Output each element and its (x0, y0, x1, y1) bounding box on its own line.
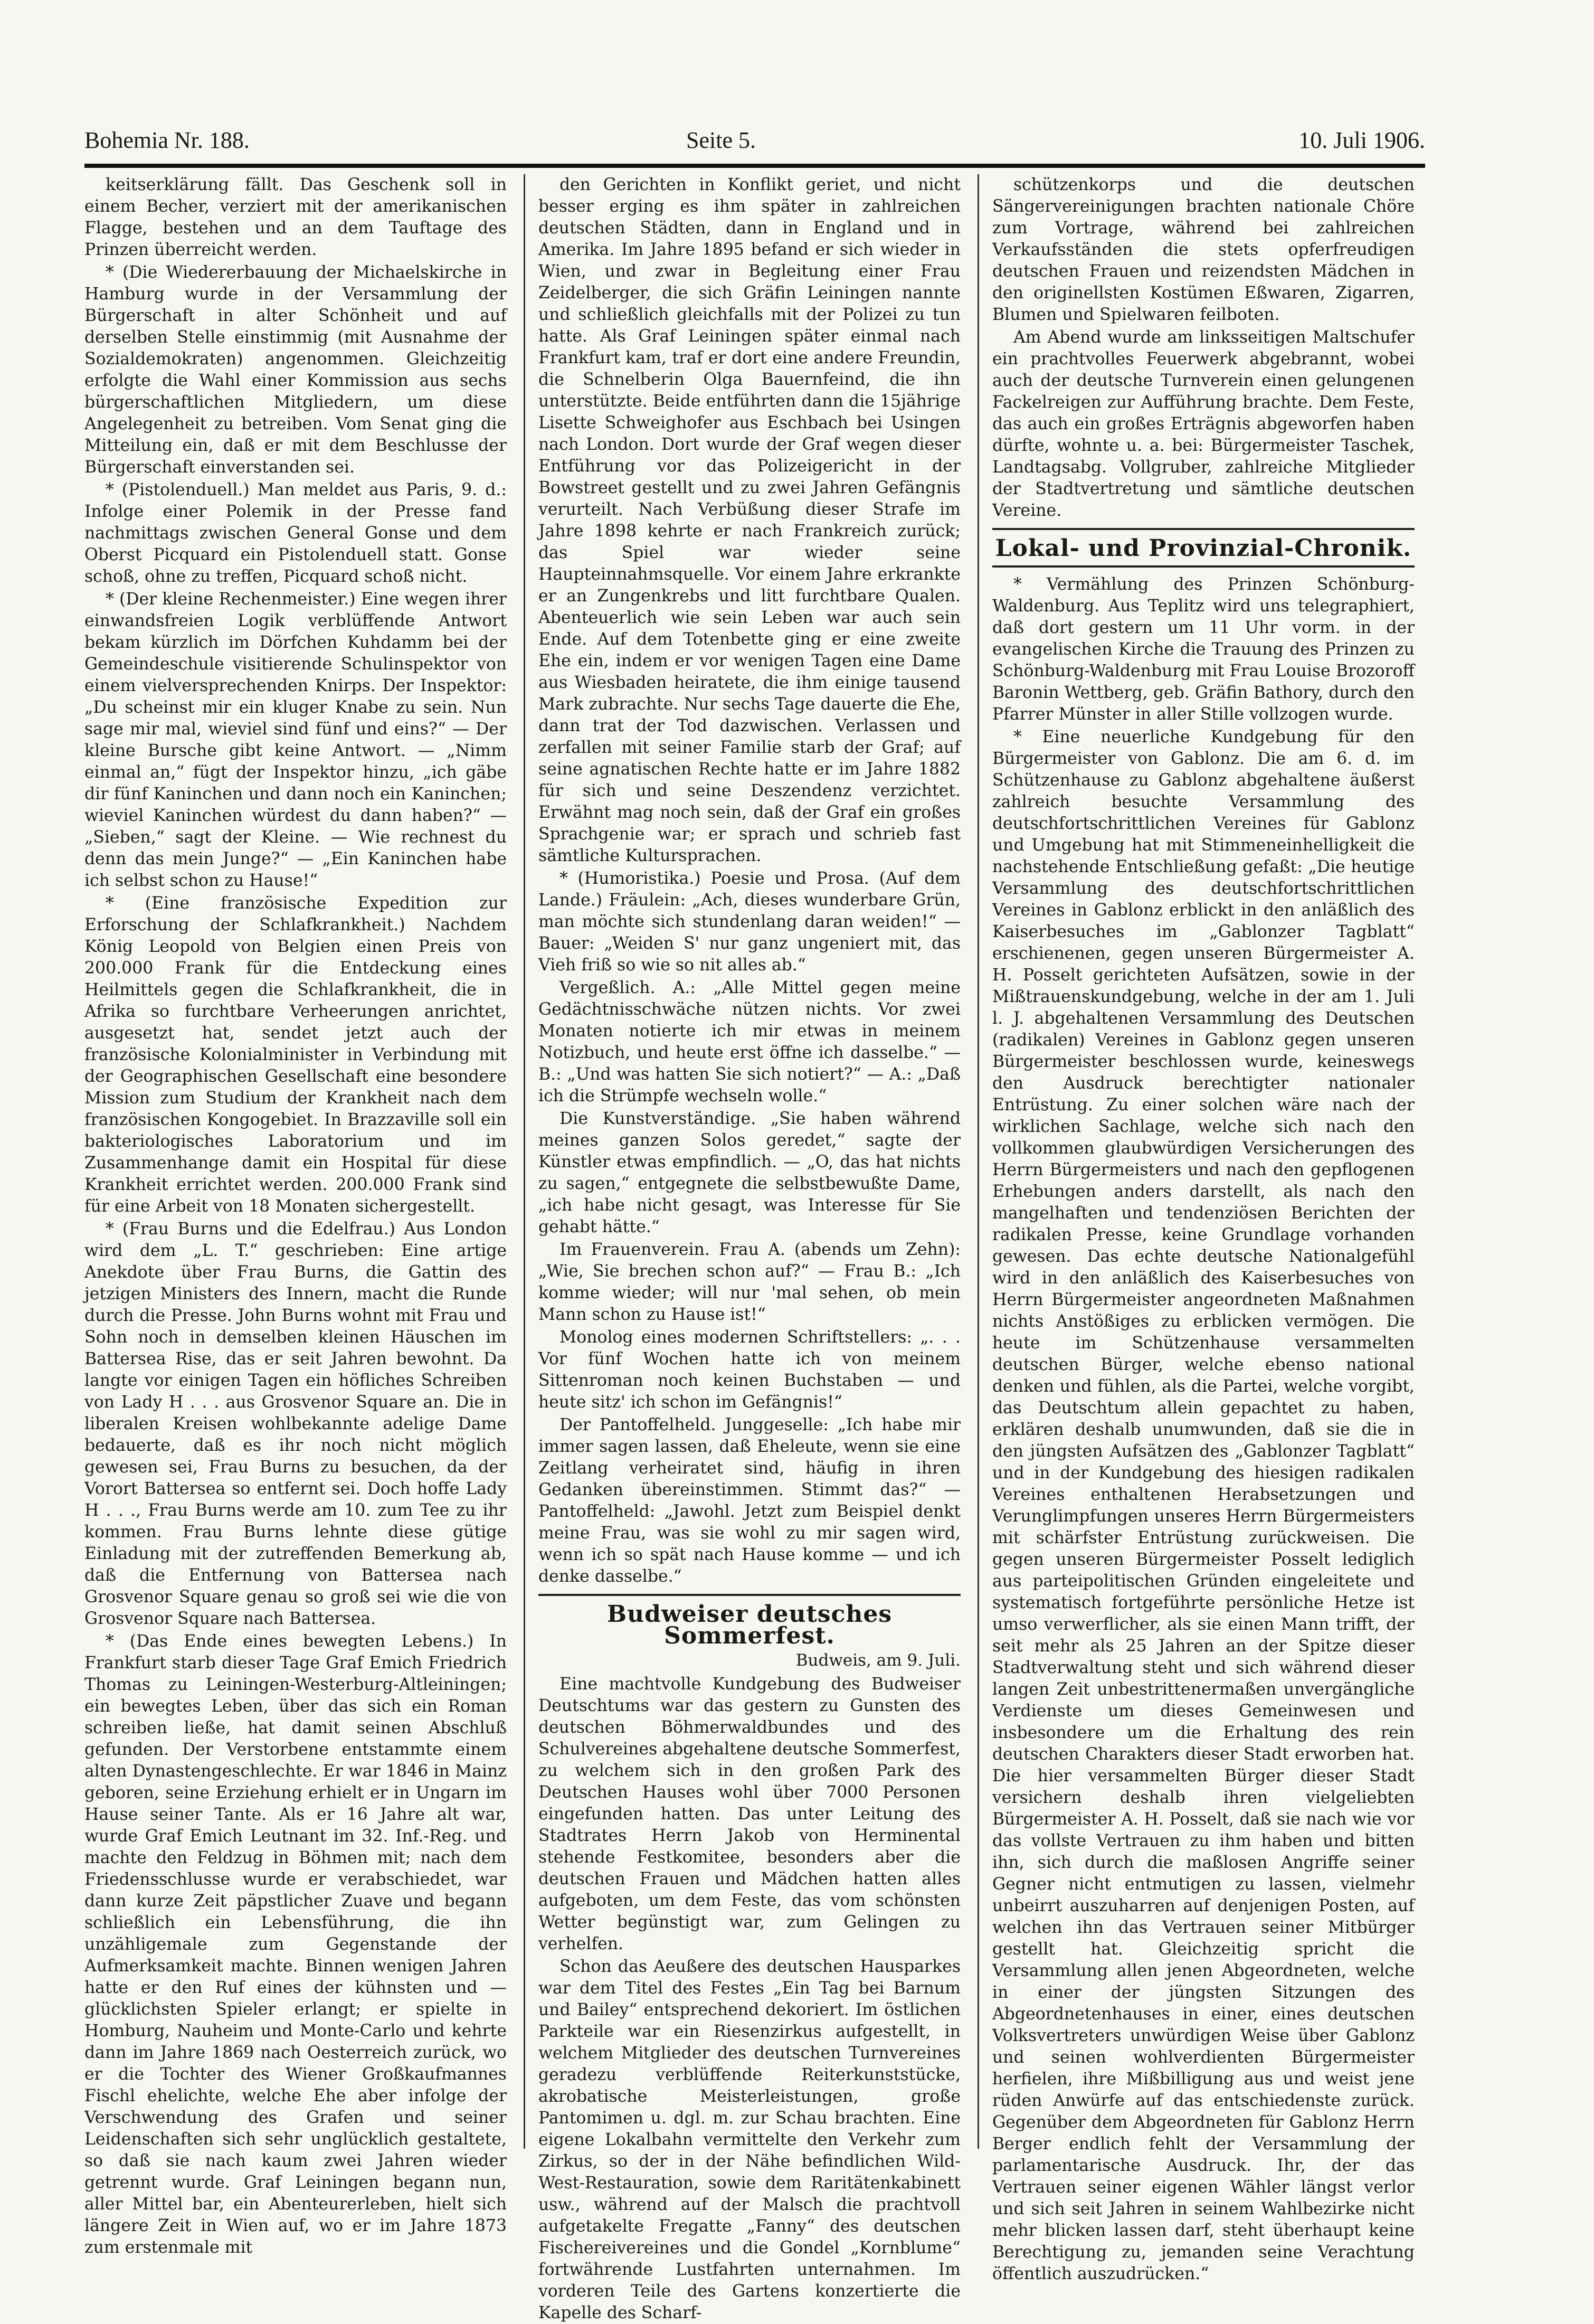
article-paragraph: * (Humoristika.) Poesie und Prosa. (Auf dem Lande.) Fräulein: „Ach, dieses wunderbare Grün, man möchte sich stundenlang daran weiden!“ — Bauer: „Weiden S' nur ganz ungeniert mit, das Vieh friß so wie so nit alles ab.“ (538, 869, 961, 975)
article-paragraph: keitserklärung fällt. Das Geschenk soll in einem Becher, verziert mit der amerikanischen Flagge, bestehen und an dem Tauftage des Prinzen überreicht werden. (84, 175, 507, 259)
article-paragraph: Monolog eines modernen Schriftstellers: „. . . Vor fünf Wochen hatte ich von meinem Sittenroman noch keinen Buchstaben — und heute sitz' ich schon im Gefängnis!“ (538, 1328, 961, 1412)
article-paragraph: Am Abend wurde am linksseitigen Maltschufer ein prachtvolles Feuerwerk abgebrannt, wobei auch der deutsche Turnverein einen gelungenen Fackelreigen zur Aufführung brachte. Dem Feste, das auch ein großes Erträgnis abgeworfen haben dürfte, wohnte u. a. bei: Bürgermeister Taschek, Landtagsabg. Vollgruber, zahlreiche Mitglieder der Stadtvertretung und sämtliche deutschen Vereine. (992, 328, 1415, 520)
article-paragraph: * Vermählung des Prinzen Schönburg-Waldenburg. Aus Teplitz wird uns telegraphiert, daß dort gestern um 11 Uhr vorm. in der evangelischen Kirche die Trauung des Prinzen zu Schönburg-Waldenburg mit Frau Louise Brozoroff Baronin Wettberg, geb. Gräfin Bathory, durch den Pfarrer Münster in aller Stille vollzogen wurde. (992, 575, 1415, 724)
page-header (84, 116, 1425, 164)
article-paragraph: Der Pantoffelheld. Junggeselle: „Ich habe mir immer sagen lassen, daß Eheleute, wenn sie eine Zeitlang verheiratet sind, häufig in ihren Gedanken übereinstimmen. Stimmt das?“ — Pantoffelheld: „Jawohl. Jetzt zum Beispiel denkt meine Frau, was sie wohl zu mir sagen wird, wenn ich so spät nach Hause komme — und ich denke dasselbe.“ (538, 1415, 961, 1586)
column-2 (538, 174, 961, 2322)
column-divider (978, 174, 979, 2149)
article-paragraph: Im Frauenverein. Frau A. (abends um Zehn): „Wie, Sie brechen schon auf?“ — Frau B.: „Ich komme wieder; will nur 'mal sehen, ob mein Mann schon zu Hause ist!“ (538, 1240, 961, 1324)
section-heading: Budweiser deutsches Sommerfest. (606, 1601, 893, 1649)
article-paragraph: * Eine neuerliche Kundgebung für den Bürgermeister von Gablonz. Die am 6. d. im Schützenhause zu Gablonz abgehaltene äußerst zahlreich besuchte Versammlung des deutschfortschrittlichen Vereines für Gablonz und Umgebung hat mit Stimmeneinhelligkeit die nachstehende Entschließung gefaßt: „Die heutige Versammlung des deutschfortschrittlichen Vereines in Gablonz erblickt in den anläßlich des Kaiserbesuches im „Gablonzer Tagblatt“ erschienenen, gegen unseren Bürgermeister A. H. Posselt gerichteten Aufsätzen, sowie in der Mißtrauenskundgebung, welche in der am 1. Juli l. J. abgehaltenen Versammlung des Deutschen (radikalen) Vereines in Gablonz gegen unseren Bürgermeister beschlossen wurde, keineswegs den Ausdruck berechtigter nationaler Entrüstung. Zu einer solchen wäre nach der wirklichen Sachlage, welche sich nach den vollkommen glaubwürdigen Versicherungen des Herrn Bürgermeisters und nach den gepflogenen Erhebungen anders darstellt, als nach den mangelhaften und tendenziösen Berichten der radikalen Presse, keine Grundlage vorhanden gewesen. Das echte deutsche Nationalgefühl wird in den anläßlich des Kaiserbesuches von Herrn Bürgermeister angeordneten Maßnahmen nichts Anstößiges zu erblicken vermögen. Die heute im Schützenhause versammelten deutschen Bürger, welche ebenso national denken und fühlen, als die Partei, welche vorgibt, das Deutschtum allein gepachtet zu haben, erklären deshalb unumwunden, daß sie die in den jüngsten Aufsätzen des „Gablonzer Tagblatt“ und in der Kundgebung des hiesigen radikalen Vereines enthaltenen Herabsetzungen und Verunglimpfungen unseres Herrn Bürgermeisters mit schärfster Entrüstung zurückweisen. Die gegen unseren Bürgermeister Posselt lediglich aus parteipolitischen Gründen eingeleitete und systematisch fortgeführte persönliche Hetze ist umso verwerflicher, als sie einen Mann trifft, der seit mehr als 25 Jahren an der Spitze dieser Stadtverwaltung steht und sich während dieser langen Zeit unbestrittenermaßen unvergängliche Verdienste um dieses Gemeinwesen und insbesondere um die Erhaltung des rein deutschen Charakters dieser Stadt erworben hat. Die hier versammelten Bürger dieser Stadt versichern deshalb ihren vielgeliebten Bürgermeister A. H. Posselt, daß sie nach wie vor das vollste Vertrauen zu ihm haben und bitten ihn, sich durch die maßlosen Angriffe seiner Gegner nicht entmutigen zu lassen, vielmehr unbeirrt auszuharren auf denjenigen Posten, auf welchen ihn das Vertrauen seiner Mitbürger gestellt hat. Gleichzeitig spricht die Versammlung allen jenen Abgeordneten, welche in einer der jüngsten Sitzungen des Abgeordnetenhauses in einer, eines deutschen Volksvertreters unwürdigen Weise über Gablonz und seinen wohlverdienten Bürgermeister herfielen, ihre Mißbilligung aus und weist jene rüden Anwürfe auf das entschiedenste zurück. Gegenüber dem Abgeordneten für Gablonz Herrn Berger endlich fehlt der Versammlung der parlamentarische Ausdruck. Ihr, der das Vertrauen seiner eigenen Wähler längst verlor und sich seit Jahren in seinem Wahlbezirke nicht mehr blicken lassen darf, steht überhaupt keine Berechtigung zu, jemanden seine Verachtung öffentlich auszudrücken.“ (992, 728, 1415, 2283)
article-paragraph: Schon das Aeußere des deutschen Hausparkes war dem Titel des Festes „Ein Tag bei Barnum und Bailey“ entsprechend dekoriert. Im östlichen Parkteile war ein Riesenzirkus aufgestellt, in welchem Mitglieder des deutschen Turnvereines geradezu verblüffende Reiterkunststücke, akrobatische Meisterleistungen, große Pantomimen u. dgl. m. zur Schau brachten. Eine eigene Lokalbahn vermittelte den Verkehr zum Zirkus, so der in der Nähe befindlichen Wild-West-Restauration, sowie dem Raritätenkabinett usw., während auf der Malsch die prachtvoll aufgetakelte Fregatte „Fanny“ des deutschen Fischereivereines und die Gondel „Kornblume“ fortwährende Lustfahrten unternahmen. Im vorderen Teile des Gartens konzertierte die Kapelle des Scharf- (538, 1957, 961, 2322)
article-paragraph: * (Die Wiedererbauung der Michaelskirche in Hamburg wurde in der Versammlung der Bürgerschaft in alter Schönheit und auf derselben Stelle einstimmig (mit Ausnahme der Sozialdemokraten) angenommen. Gleichzeitig erfolgte die Wahl einer Kommission aus sechs bürgerschaftlichen Mitgliedern, um diese Angelegenheit zu betreiben. Vom Senat ging die Mitteilung ein, daß er mit dem Beschlusse der Bürgerschaft einverstanden sei. (84, 263, 507, 477)
article-paragraph: Eine machtvolle Kundgebung des Budweiser Deutschtums war das gestern zu Gunsten des deutschen Böhmerwaldbundes und des Schulvereines abgehaltene deutsche Sommerfest, zu welchem sich in den großen Park des Deutschen Hauses wohl über 7000 Personen eingefunden hatten. Das unter Leitung des Stadtrates Herrn Jakob von Herminental stehende Festkomitee, besonders aber die deutschen Frauen und Mädchen hatten alles aufgeboten, um dem Feste, das vom schönsten Wetter begünstigt war, zum Gelingen zu verhelfen. (538, 1675, 961, 1953)
article-paragraph: * (Der kleine Rechenmeister.) Eine wegen ihrer einwandsfreien Logik verblüffende Antwort bekam kürzlich im Dörfchen Kuhdamm bei der Gemeindeschule visitierende Schulinspektor von einem vielversprechenden Knirps. Der Inspektor: „Du scheinst mir ein kluger Knabe zu sein. Nun sage mir mal, wieviel sind fünf und eins?“ — Der kleine Bursche gibt keine Antwort. — „Nimm einmal an,“ fügt der Inspektor hinzu, „ich gäbe dir fünf Kaninchen und dann noch ein Kaninchen; wieviel Kaninchen würdest du dann haben?“ — „Sieben,“ sagt der Kleine. — Wie rechnest du denn das mein Junge?“ — „Ein Kaninchen habe ich selbst schon zu Hause!“ (84, 590, 507, 890)
masthead-issue: Bohemia Nr. 188. (84, 127, 250, 153)
column-divider (524, 174, 525, 2149)
article-paragraph: * (Das Ende eines bewegten Lebens.) In Frankfurt starb dieser Tage Graf Emich Friedrich Thomas zu Leiningen-Westerburg-Altleiningen; ein bewegtes Leben, über das sich ein Roman schreiben ließe, hat damit seinen Abschluß gefunden. Der Verstorbene entstammte einem alten Dynastengeschlechte. Er war 1846 in Mainz geboren, seine Erziehung erhielt er in Ungarn im Hause seiner Tante. Als er 16 Jahre alt war, wurde Graf Emich Leutnant im 32. Inf.-Reg. und machte den Feldzug in Böhmen mit; nach dem Friedensschlusse wurde er verabschiedet, war dann kurze Zeit päpstlicher Zuave und begann schließlich ein Lebensführung, die ihn unzähligemale zum Gegenstande der Aufmerksamkeit machte. Binnen wenigen Jahren hatte er den Ruf eines der kühnsten und — glücklichsten Spieler erlangt; er spielte in Homburg, Nauheim und Monte-Carlo und kehrte dann im Jahre 1869 nach Oesterreich zurück, wo er die Tochter des Wiener Großkaufmannes Fischl ehelichte, welche Ehe aber infolge der Verschwendung des Grafen und seiner Leidenschaften sich sehr unglücklich gestaltete, so daß sie nach kaum zwei Jahren wieder getrennt wurde. Graf Leiningen begann nun, aller Mittel bar, ein Abenteurerleben, hielt sich längere Zeit in Wien auf, wo er im Jahre 1873 zum erstenmale mit (84, 1632, 507, 2257)
section-heading: Lokal- und Provinzial-Chronik. (995, 535, 1412, 562)
column-3 (992, 174, 1415, 2283)
article-paragraph: den Gerichten in Konflikt geriet, und nicht besser erging es ihm später in zahlreichen deutschen Städten, dann in England und in Amerika. Im Jahre 1895 befand er sich wieder in Wien, und zwar in Begleitung einer Frau Zeidelberger, die sich Gräfin Leiningen nannte und schließlich gleichfalls mit der Polizei zu tun hatte. Als Graf Leiningen später einmal nach Frankfurt kam, traf er dort eine andere Freundin, die Schnelberin Olga Bauernfeind, die ihn unterstützte. Beide entführten dann die 15jährige Lisette Schweighofer aus Eschbach bei Usingen nach London. Dort wurde der Graf wegen dieser Entführung vor das Polizeigericht in der Bowstreet gestellt und zu zwei Jahren Gefängnis verurteilt. Nach Verbüßung dieser Strafe im Jahre 1898 kehrte er nach Frankreich zurück; das Spiel war wieder seine Haupteinnahmsquelle. Vor einem Jahre erkrankte er an Zungenkrebs und litt furchtbare Qualen. Abenteuerlich wie sein Leben war auch sein Ende. Auf dem Totenbette ging er eine zweite Ehe ein, indem er vor wenigen Tagen eine Dame aus Wiesbaden heiratete, die ihm einige tausend Mark zubrachte. Nur sechs Tage dauerte die Ehe, dann trat der Tod dazwischen. Verlassen und zerfallen mit seiner Familie starb der Graf; auf seine agnatischen Rechte hatte er im Jahre 1882 für sich und seine Deszendenz verzichtet. Erwähnt mag noch sein, daß der Graf ein großes Sprachgenie war; er sprach und schrieb fast sämtliche Kultursprachen. (538, 175, 961, 865)
article-paragraph: * (Eine französische Expedition zur Erforschung der Schlafkrankheit.) Nachdem König Leopold von Belgien einen Preis von 200.000 Frank für die Entdeckung eines Heilmittels gegen die Schlafkrankheit, die in Afrika so furchtbare Verheerungen anrichtet, ausgesetzt hat, sendet jetzt auch der französische Kolonialminister in Verbindung mit der Geographischen Gesellschaft eine besondere Mission zum Studium der Krankheit nach dem französischen Kongogebiet. In Brazzaville soll ein bakteriologisches Laboratorium und im Zusammenhange damit ein Hospital für diese Krankheit errichtet werden. 200.000 Frank sind für eine Arbeit von 18 Monaten sichergestellt. (84, 894, 507, 1216)
dateline: Budweis, am 9. Juli. (795, 1651, 961, 1670)
issue-date: 10. Juli 1906. (1298, 127, 1425, 153)
article-paragraph: * (Frau Burns und die Edelfrau.) Aus London wird dem „L. T.“ geschrieben: Eine artige Anekdote über Frau Burns, die Gattin des jetzigen Ministers des Innern, macht die Runde durch die Presse. John Burns wohnt mit Frau und Sohn noch in demselben kleinen Häuschen im Battersea Rise, das er seit Jahren bewohnt. Da langte vor einigen Tagen ein höfliches Schreiben von Lady H . . . aus Grosvenor Square an. Die in liberalen Kreisen wohlbekannte adelige Dame bedauerte, daß es ihr noch nicht möglich gewesen sei, Frau Burns zu besuchen, da der Vorort Battersea so entfernt sei. Doch hoffe Lady H . . ., Frau Burns werde am 10. zum Tee zu ihr kommen. Frau Burns lehnte diese gütige Einladung mit der zutreffenden Bemerkung ab, daß die Entfernung von Battersea nach Grosvenor Square genau so groß sei wie die von Grosvenor Square nach Battersea. (84, 1220, 507, 1628)
article-paragraph: * (Pistolenduell.) Man meldet aus Paris, 9. d.: Infolge einer Polemik in der Presse fand nachmittags zwischen General Gonse und dem Oberst Picquard ein Pistolenduell statt. Gonse schoß, ohne zu treffen, Picquard schoß nicht. (84, 480, 507, 586)
page-number: Seite 5. (686, 127, 756, 153)
article-paragraph: Die Kunstverständige. „Sie haben während meines ganzen Solos geredet,“ sagte der Künstler etwas empfindlich. — „O, das hat nichts zu sagen,“ entgegnete die selbstbewußte Dame, „ich habe nicht gesagt, was Interesse für Sie gehabt hätte.“ (538, 1109, 961, 1236)
article-paragraph: schützenkorps und die deutschen Sängervereinigungen brachten nationale Chöre zum Vortrage, während bei zahlreichen Verkaufsständen die stets opferfreudigen deutschen Frauen und reizendsten Mädchen in den originellsten Kostümen Eßwaren, Zigarren, Blumen und Spielwaren feilboten. (992, 175, 1415, 324)
section-rule (992, 528, 1415, 530)
header-rule (84, 164, 1425, 168)
section-rule (538, 1594, 961, 1596)
section-rule (992, 565, 1415, 568)
newspaper-page (84, 116, 1425, 2322)
article-paragraph: Vergeßlich. A.: „Alle Mittel gegen meine Gedächtnisschwäche nützen nichts. Vor zwei Monaten notierte ich mir etwas in meinem Notizbuch, und heute erst öffne ich dasselbe.“ — B.: „Und was hatten Sie sich notiert?“ — A.: „Daß ich die Strümpfe wechseln wolle.“ (538, 978, 961, 1106)
column-1 (84, 174, 507, 2257)
